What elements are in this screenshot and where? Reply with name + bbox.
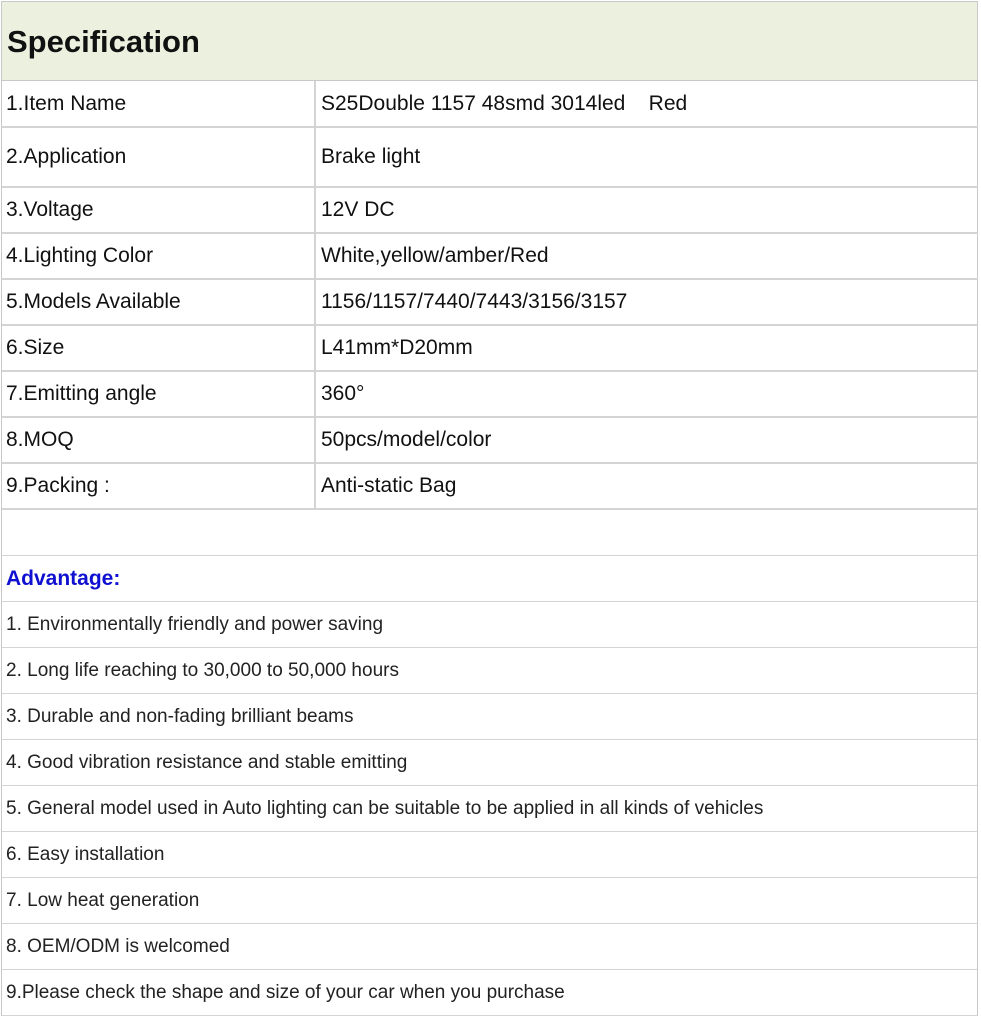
advantage-item: 7. Low heat generation [1,878,978,924]
advantage-heading: Advantage: [6,566,121,590]
spec-value: L41mm*D20mm [321,336,473,359]
spec-label: 6.Size [2,326,316,370]
blank-row [1,510,978,556]
spec-value: 360° [321,382,365,405]
spec-row [1,188,978,234]
spec-label: 9.Packing : [2,464,316,508]
spec-row [1,326,978,372]
advantage-item: 9.Please check the shape and size of your car when you purchase [1,970,978,1016]
spec-row [1,418,978,464]
spec-value: 12V DC [321,198,395,221]
title-row [1,1,978,81]
spec-label: 4.Lighting Color [2,234,316,278]
spec-value: White,yellow/amber/Red [321,244,549,267]
advantage-item: 5. General model used in Auto lighting can be suitable to be applied in all kinds of vehicles [1,786,978,832]
spec-value: 50pcs/model/color [321,428,492,451]
spec-row [1,81,978,128]
spec-label: 3.Voltage [2,188,316,232]
spec-value: Anti-static Bag [321,474,457,497]
advantage-heading-row [1,556,978,602]
spec-label: 7.Emitting angle [2,372,316,416]
advantage-item: 3. Durable and non-fading brilliant beams [1,694,978,740]
spec-row [1,464,978,510]
spec-label: 2.Application [2,128,316,186]
spec-row [1,128,978,188]
spec-label: 8.MOQ [2,418,316,462]
advantage-item: 6. Easy installation [1,832,978,878]
advantage-item: 2. Long life reaching to 30,000 to 50,000 hours [1,648,978,694]
spec-label: 5.Models Available [2,280,316,324]
advantage-item: 8. OEM/ODM is welcomed [1,924,978,970]
advantage-item: 1. Environmentally friendly and power saving [1,602,978,648]
page-title: Specification [7,24,200,59]
spec-row [1,372,978,418]
spec-value: Brake light [321,145,421,168]
spec-value: 1156/1157/7440/7443/3156/3157 [321,290,628,313]
spec-label: 1.Item Name [2,81,316,126]
spec-row [1,280,978,326]
specification-sheet [1,1,978,1016]
advantage-item: 4. Good vibration resistance and stable emitting [1,740,978,786]
spec-row [1,234,978,280]
spec-value: S25Double 1157 48smd 3014led Red [321,91,688,115]
